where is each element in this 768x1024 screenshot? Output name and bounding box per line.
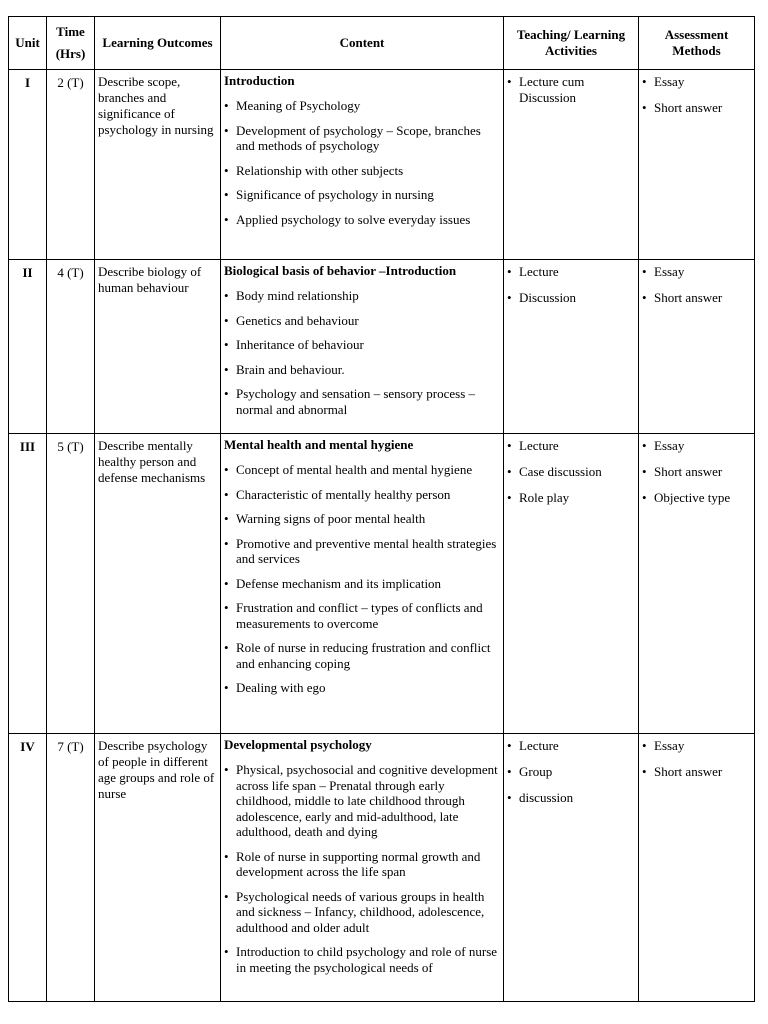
list-item: • Short answer [642,464,750,480]
list-item: • Short answer [642,764,750,780]
syllabus-table [8,16,755,1002]
time-hours: 5 (T) [57,439,84,454]
activities-list [504,734,638,806]
learning-outcome: Describe mentally healthy person and defense mechanisms [98,438,206,485]
header-content: Content [221,17,504,70]
list-item: • Inheritance of behaviour [224,337,499,353]
assessment-list [639,260,754,306]
list-item: • discussion [507,790,634,806]
list-item: • Warning signs of poor mental health [224,511,499,527]
time-hours: 2 (T) [57,75,84,90]
header-assessment-methods: Assessment Methods [639,17,755,70]
list-item: • Defense mechanism and its implication [224,576,499,592]
unit-number: II [22,265,33,280]
list-item: • Role of nurse in supporting normal growth and development across the life span [224,849,499,880]
list-item: • Concept of mental health and mental hygiene [224,462,499,478]
content-topic: Mental health and mental hygiene [224,437,414,452]
header-row [9,17,755,70]
header-learning-outcomes: Learning Outcomes [95,17,221,70]
learning-outcome: Describe scope, branches and significance of psychology in nursing [98,74,214,137]
content-list [221,762,503,975]
content-topic: Introduction [224,73,295,88]
activities-list [504,434,638,506]
content-list [221,98,503,227]
header-teaching-activities: Teaching/ Learning Activities [504,17,639,70]
list-item: • Frustration and conflict – types of conflicts and measurements to overcome [224,600,499,631]
list-item: • Case discussion [507,464,634,480]
list-item: • Role play [507,490,634,506]
learning-outcome: Describe psychology of people in different age groups and role of nurse [98,738,215,801]
list-item: • Short answer [642,100,750,116]
list-item: • Significance of psychology in nursing [224,187,499,203]
list-item: • Physical, psychosocial and cognitive development across life span – Prenatal through early childhood, middle to late childhood through adolescence, early and mid-adulthood, late adulthood, death and dying [224,762,499,840]
list-item: • Relationship with other subjects [224,163,499,179]
activities-list [504,70,638,106]
learning-outcome: Describe biology of human behaviour [98,264,202,295]
list-item: • Psychological needs of various groups in health and sickness – Infancy, childhood, adolescence, adulthood and older adult [224,889,499,936]
list-item: • Promotive and preventive mental health strategies and services [224,536,499,567]
list-item: • Role of nurse in reducing frustration and conflict and enhancing coping [224,640,499,671]
list-item: • Applied psychology to solve everyday issues [224,212,499,228]
assessment-list [639,70,754,116]
list-item: • Lecture [507,738,634,754]
time-hours: 4 (T) [57,265,84,280]
list-item: • Lecture [507,438,634,454]
table-row [9,260,755,434]
list-item: • Group [507,764,634,780]
list-item: • Objective type [642,490,750,506]
list-item: • Development of psychology – Scope, branches and methods of psychology [224,123,499,154]
list-item: • Brain and behaviour. [224,362,499,378]
list-item: • Psychology and sensation – sensory process – normal and abnormal [224,386,499,417]
list-item: • Genetics and behaviour [224,313,499,329]
content-list [221,462,503,696]
unit-number: IV [20,739,35,754]
table-row [9,70,755,260]
list-item: • Body mind relationship [224,288,499,304]
list-item: • Essay [642,74,750,90]
table-row [9,734,755,1002]
time-hours: 7 (T) [57,739,84,754]
assessment-list [639,434,754,506]
list-item: • Characteristic of mentally healthy person [224,487,499,503]
activities-list [504,260,638,306]
content-list [221,288,503,417]
list-item: • Dealing with ego [224,680,499,696]
table-row [9,434,755,734]
list-item: • Lecture cum Discussion [507,74,634,106]
list-item: • Essay [642,438,750,454]
unit-number: I [24,75,31,90]
list-item: • Essay [642,264,750,280]
header-time: Time (Hrs) [47,17,95,70]
list-item: • Discussion [507,290,634,306]
header-unit: Unit [9,17,47,70]
list-item: • Short answer [642,290,750,306]
list-item: • Lecture [507,264,634,280]
unit-number: III [19,439,36,454]
list-item: • Essay [642,738,750,754]
assessment-list [639,734,754,780]
list-item: • Meaning of Psychology [224,98,499,114]
content-topic: Biological basis of behavior –Introduction [224,263,457,278]
content-topic: Developmental psychology [224,737,372,752]
list-item: • Introduction to child psychology and role of nurse in meeting the psychological needs of [224,944,499,975]
